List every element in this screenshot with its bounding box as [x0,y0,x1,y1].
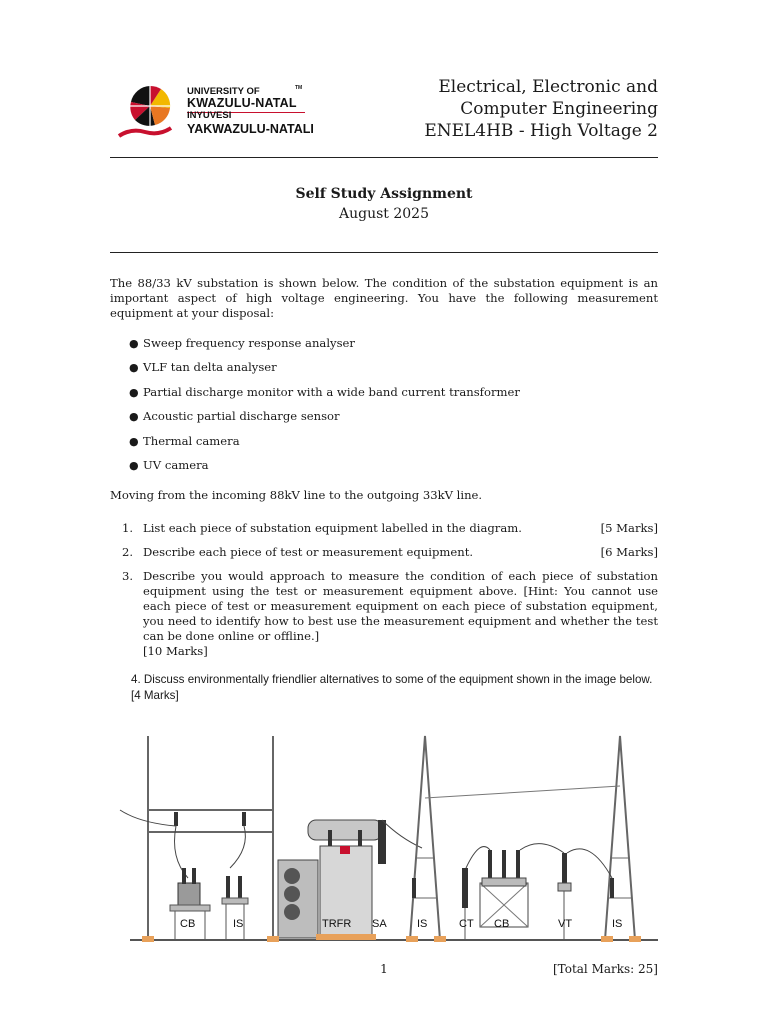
insulator [192,868,196,884]
question-text: Describe each piece of test or measurement equipment. [143,545,474,559]
label-cb-right: CB [494,918,510,930]
cb-pole [488,850,492,882]
question-marks: [10 Marks] [143,644,208,658]
question-marks: [5 Marks] [600,521,658,535]
label-is-left: IS [233,918,244,930]
cb-pole [502,850,506,882]
title-block [110,186,658,222]
course-header [424,76,658,142]
plinth [629,936,641,942]
question-marks: [6 Marks] [600,545,658,559]
question-number: 3. [122,569,134,583]
cb-mechanism [482,878,526,886]
cooling-fan [284,868,300,884]
transformer-plinth [316,934,376,940]
page-number: 1 [380,962,388,976]
plinth [142,936,154,942]
label-cb-left: CB [180,918,196,930]
label-vt: VT [558,918,573,930]
insulator [182,868,186,884]
cooling-fan [284,904,300,920]
label-trfr: TRFR [322,918,352,930]
question-number: 1. [122,521,134,535]
header-line3: ENEL4HB - High Voltage 2 [424,121,658,141]
label-sa: SA [372,918,387,930]
list-item: ● Partial discharge monitor with a wide band current transformer [129,384,520,399]
isolator-left-base [222,898,248,904]
cooling-fan [284,886,300,902]
page-title: Self Study Assignment [295,186,473,202]
title-rule [110,252,658,253]
plinth [406,936,418,942]
conductor [382,820,422,848]
logo-tm: TM [295,85,303,91]
transformer-indicator [340,846,350,854]
insulator [242,812,246,826]
conductor [520,844,564,853]
isolator-left-insulator [226,876,230,898]
logo-line3: INYUVESI [187,110,232,121]
isolator-mid-insulator [412,878,416,898]
isolator-right-insulator [610,878,614,898]
university-logo [117,80,317,142]
list-item: ● Thermal camera [129,433,240,448]
header-line1: Electrical, Electronic and [438,77,658,97]
question-4-text: 4. Discuss environmentally friendlier alternatives to some of the equipment shown in the image below. [131,673,653,686]
voltage-transformer [562,853,567,883]
question-2 [110,545,658,560]
logo-line1: UNIVERSITY OF [187,86,260,97]
logo-emblem [117,80,173,142]
label-ct: CT [459,918,474,930]
lattice-tower-left [410,736,440,940]
plinth [267,936,279,942]
overhead-span [425,786,620,798]
logo-line4: YAKWAZULU-NATALI [187,122,314,136]
conductor [466,847,490,868]
question-1 [110,521,658,536]
logo-line2: KWAZULU-NATAL [187,96,297,110]
bushing [358,830,362,846]
plinth [434,936,446,942]
lattice-tower-right [605,736,635,940]
current-transformer [462,868,468,908]
question-3 [110,569,658,659]
header-rule [110,157,658,158]
cb-pole [516,850,520,882]
label-is-mid: IS [417,918,428,930]
page-date: August 2025 [339,206,429,222]
list-item: ● UV camera [129,457,209,472]
plinth [601,936,613,942]
vt-base [558,883,571,891]
question-4-marks: [4 Marks] [131,689,179,702]
total-marks: [Total Marks: 25] [552,962,658,976]
bushing [328,830,332,846]
equipment-list [110,336,658,482]
header-line2: Computer Engineering [460,99,658,119]
label-is-right: IS [612,918,623,930]
circuit-breaker-left [178,883,200,905]
cb-support [170,905,210,911]
surge-arrester [378,820,386,864]
conductor [567,849,612,878]
substation-diagram [110,728,670,950]
question-4 [131,672,671,704]
conservator-tank [308,820,382,840]
list-item: ● Acoustic partial discharge sensor [129,409,340,424]
intro-paragraph: The 88/33 kV substation is shown below. The condition of the substation equipment is an important aspect of high voltage engineering. You have the following measurement equipment at your disposal: [110,276,658,320]
direction-note: Moving from the incoming 88kV line to the outgoing 33kV line. [110,488,483,502]
list-item: ● VLF tan delta analyser [129,360,277,375]
question-text: Describe you would approach to measure the condition of each piece of substation equipment using the test or measurement equipment above. [Hint: You cannot use each piece of test or measurement equipment on each piece of substation equipment, you need to identify how to best use the measurement equipment and whether the test can be done online or offline.] [143,569,658,643]
list-item: ● Sweep frequency response analyser [129,336,355,350]
question-number: 2. [122,545,134,559]
isolator-left-insulator [238,876,242,898]
question-text: List each piece of substation equipment labelled in the diagram. [143,521,522,535]
insulator [174,812,178,826]
